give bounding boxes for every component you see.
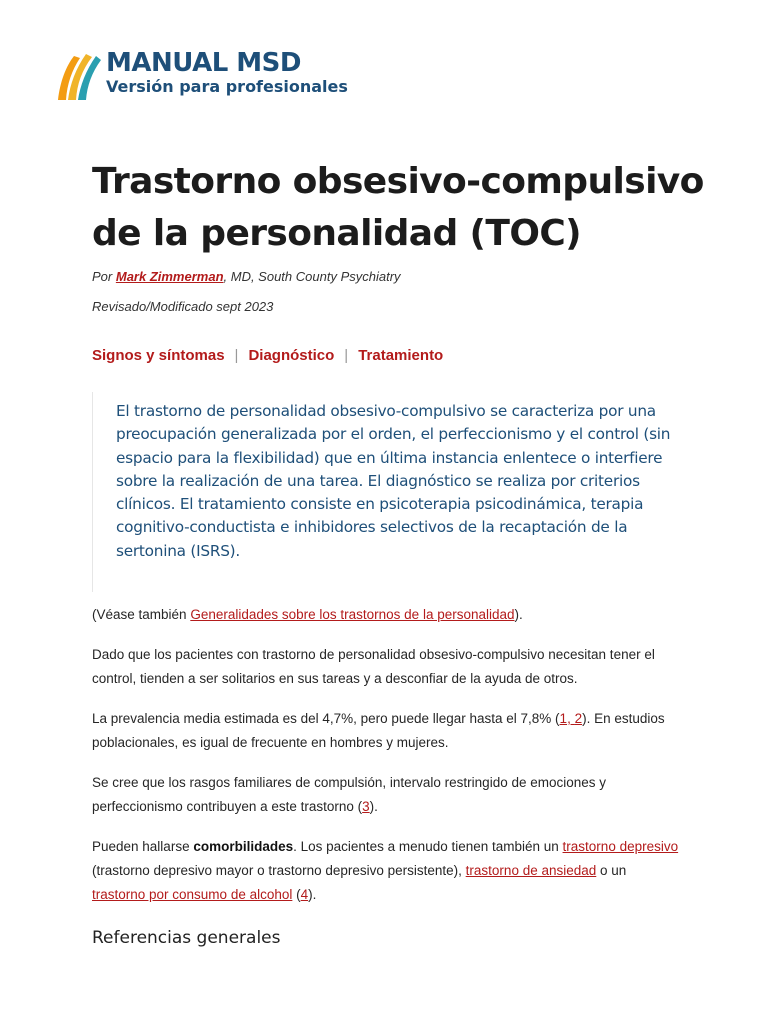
- text: ).: [514, 607, 523, 622]
- text: Pueden hallarse: [92, 839, 194, 854]
- paragraph-familiar: [92, 771, 682, 819]
- section-link-signos[interactable]: Signos y síntomas: [92, 347, 225, 364]
- ref-link-4[interactable]: 4: [300, 887, 309, 902]
- text: . Los pacientes a menudo tienen también un: [293, 839, 563, 854]
- text: ). En estudios poblacionales, es igual de frecuente en hombres y mujeres.: [92, 711, 665, 750]
- text: ).: [369, 799, 378, 814]
- text: ).: [308, 887, 317, 902]
- summary-text: El trastorno de personalidad obsesivo-compulsivo se caracteriza por una preocupación generalizada por el orden, el perfeccionismo y el control (sin espacio para la flexibilidad) que en última instancia enlentece o interfiere sobre la realización de una tarea. El diagnóstico se realiza por criterios clínicos. El tratamiento consiste en psicoterapia psicodinámica, terapia cognitivo-conductista e inhibidores selectivos de la recaptación de la sertonina (ISRS).: [116, 402, 671, 560]
- section-link-tratamiento[interactable]: Tratamiento: [358, 347, 444, 364]
- summary-box: [92, 392, 676, 592]
- nav-separator: |: [234, 347, 239, 364]
- nav-separator: |: [344, 347, 349, 364]
- text: La prevalencia media estimada es del 4,7%, pero puede llegar hasta el 7,8% (: [92, 711, 560, 726]
- paragraph-prevalence: [92, 707, 682, 755]
- revised-date: Revisado/Modificado sept 2023: [92, 299, 274, 314]
- link-trastorno-ansiedad[interactable]: trastorno de ansiedad: [465, 863, 597, 878]
- link-generalidades[interactable]: Generalidades sobre los trastornos de la personalidad: [190, 607, 515, 622]
- paragraph-comorbidities: [92, 835, 682, 907]
- ref-link-separator[interactable]: ,: [567, 711, 575, 726]
- text: o un: [596, 863, 627, 878]
- byline-affiliation: , MD, South County Psychiatry: [223, 269, 401, 284]
- text: (Véase también: [92, 607, 191, 622]
- link-trastorno-depresivo[interactable]: trastorno depresivo: [562, 839, 679, 854]
- logo-title: MANUAL MSD: [106, 48, 301, 78]
- site-logo[interactable]: [56, 48, 348, 102]
- byline: [92, 269, 401, 284]
- section-nav: [92, 347, 443, 364]
- references-heading: Referencias generales: [92, 928, 281, 948]
- text: Se cree que los rasgos familiares de compulsión, intervalo restringido de emociones y perfeccionismo contribuyen a este trastorno (: [92, 775, 607, 814]
- ref-link-3[interactable]: 3: [362, 799, 370, 814]
- logo-subtitle: Versión para profesionales: [106, 77, 348, 96]
- see-also-paragraph: [92, 603, 682, 627]
- msd-logo-icon: [56, 48, 102, 102]
- author-link[interactable]: Mark Zimmerman: [115, 269, 224, 284]
- section-link-diagnostico[interactable]: Diagnóstico: [248, 347, 335, 364]
- paragraph-control: Dado que los pacientes con trastorno de personalidad obsesivo-compulsivo necesitan tener el control, tienden a ser solitarios en sus tareas y a desconfiar de la ayuda de otros.: [92, 647, 655, 686]
- byline-prefix: Por: [92, 269, 113, 284]
- bold-comorbilidades: comorbilidades: [193, 839, 294, 854]
- link-consumo-alcohol[interactable]: trastorno por consumo de alcohol: [92, 887, 293, 902]
- ref-link-2[interactable]: 2: [574, 711, 583, 726]
- text: (trastorno depresivo mayor o trastorno depresivo persistente),: [92, 863, 466, 878]
- text: (: [292, 887, 301, 902]
- page-title: Trastorno obsesivo-compulsivo de la personalidad (TOC): [92, 161, 704, 254]
- ref-link-1[interactable]: 1: [559, 711, 568, 726]
